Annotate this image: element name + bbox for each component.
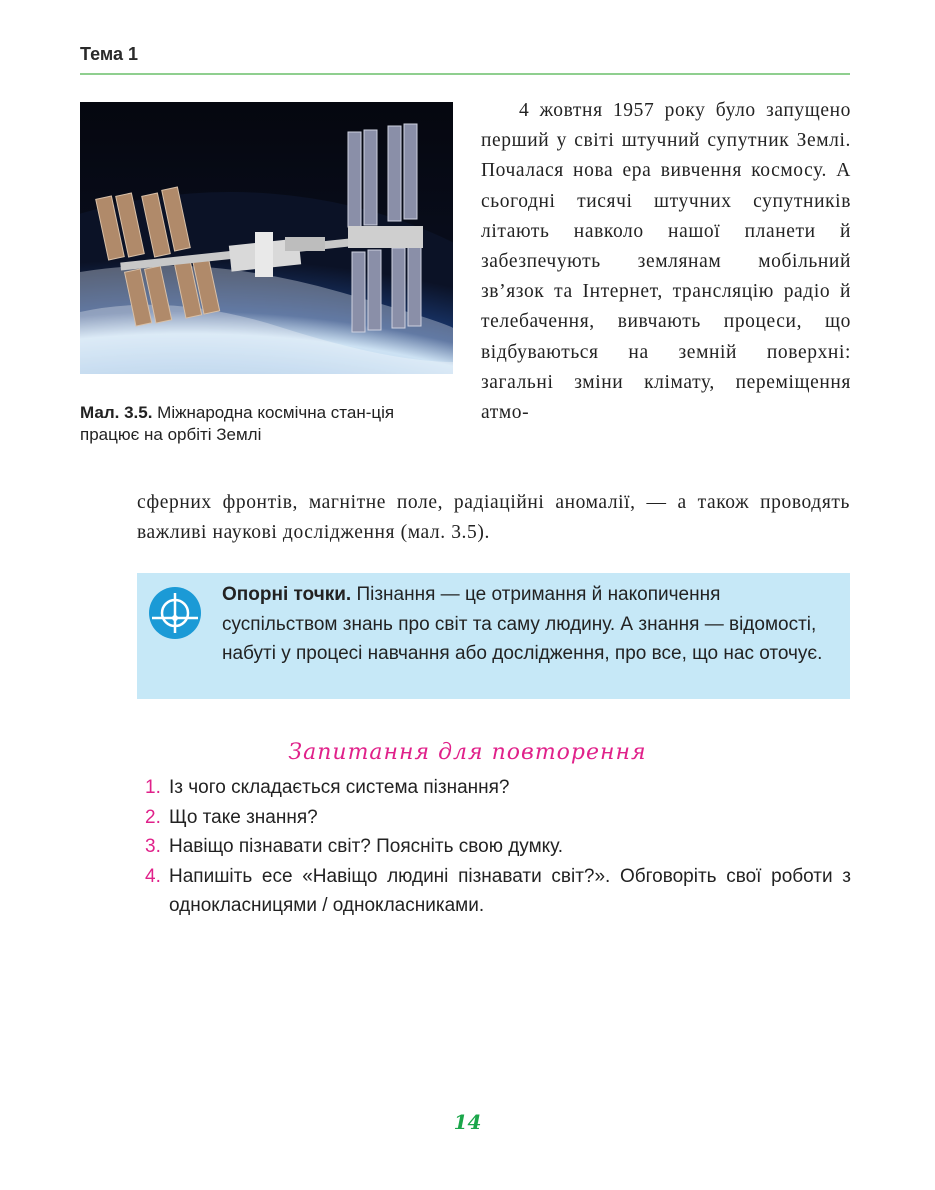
caption-label: Мал. 3.5. bbox=[80, 403, 153, 422]
paragraph-top-text: 4 жовтня 1957 року було запущено перший у світі штучний супутник Землі. Почалася нова ера вивчення космосу. А сьогодні тисячі штучних супутників літають навколо нашої планети й забезпечують землянам мобільний зв’язок та Інтернет, трансляцію радіо й телебачення, вивчають процеси, що відбуваються на земній поверхні: загальні зміни клімату, переміщення атмо- bbox=[481, 100, 851, 424]
list-item bbox=[145, 832, 851, 862]
questions-list bbox=[145, 773, 851, 921]
question-text: Напишіть есе «Навіщо людині пізнавати світ?». Обговоріть свої роботи з однокласницями / однокласниками. bbox=[169, 865, 851, 916]
question-text: Що таке знання? bbox=[169, 806, 318, 828]
key-points-body: Пізнання — це отримання й накопичення суспільством знань про світ та саму людину. А знання — відомості, набуті у процесі навчання або дослідження, про все, що нас оточує. bbox=[222, 584, 823, 664]
questions-title: Запитання для повторення bbox=[288, 740, 647, 765]
header-divider bbox=[80, 73, 850, 75]
list-item bbox=[145, 803, 851, 833]
figure-caption bbox=[80, 402, 450, 446]
question-number: 2. bbox=[145, 806, 161, 828]
list-item bbox=[145, 862, 851, 921]
key-points-label: Опорні точки. bbox=[222, 584, 352, 605]
question-number: 3. bbox=[145, 836, 161, 857]
question-number: 4. bbox=[145, 865, 161, 887]
list-item bbox=[145, 773, 851, 803]
topic-header: Тема 1 bbox=[80, 44, 138, 64]
paragraph-continuation: сферних фронтів, магнітне поле, радіаційні аномалії, — а також проводять важливі наукові дослідження (мал. 3.5). bbox=[137, 492, 850, 544]
target-icon bbox=[148, 586, 202, 640]
question-text: Із чого складається система пізнання? bbox=[169, 777, 510, 798]
space-station-photo bbox=[80, 102, 453, 374]
caption-text: Міжнародна космічна стан-ція працює на орбіті Землі bbox=[80, 403, 395, 444]
question-text: Навіщо пізнавати світ? Поясніть свою думку. bbox=[169, 836, 564, 857]
page-number: 14 bbox=[453, 1110, 482, 1134]
key-points-text bbox=[222, 580, 838, 669]
paragraph-top bbox=[481, 96, 851, 428]
question-number: 1. bbox=[145, 777, 161, 798]
